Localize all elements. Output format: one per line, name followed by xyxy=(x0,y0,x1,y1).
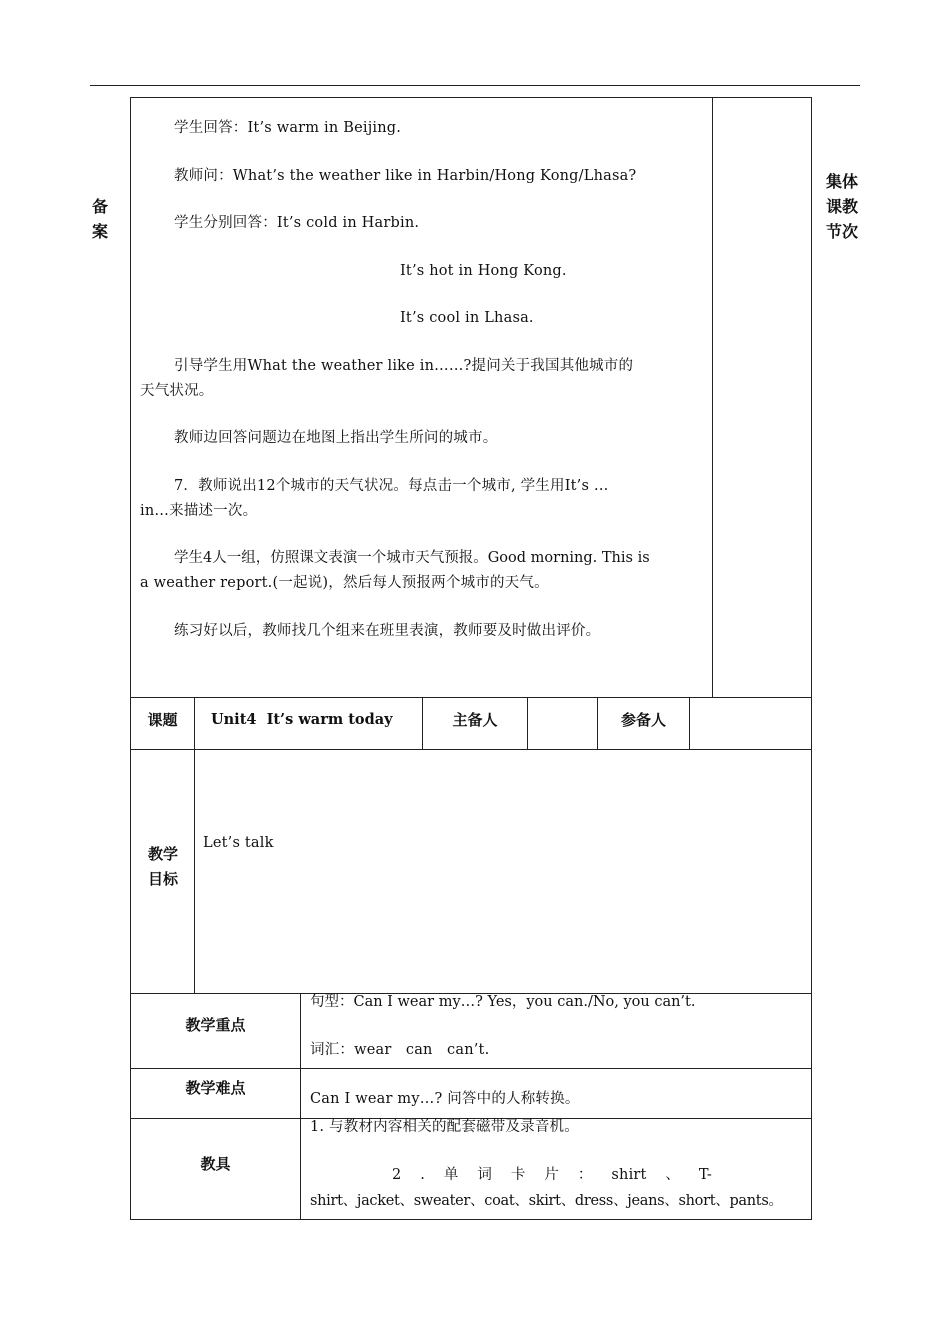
topic-value: Unit4 It’s warm today xyxy=(211,711,393,728)
co-preparer-label: 参备人 xyxy=(620,711,666,729)
body-line: 学生回答：It’s warm in Beijing. xyxy=(174,120,402,136)
tools-line: 1. 与教材内容相关的配套磁带及录音机。 xyxy=(310,1119,579,1135)
tools-label: 教具 xyxy=(200,1155,231,1173)
key-points-line: 句型：Can I wear my…? Yes，you can./No, you can’t. xyxy=(310,994,696,1010)
right-label-line-1: 集体 xyxy=(825,172,858,191)
header-rule xyxy=(90,85,860,86)
body-line: It’s hot in Hong Kong. xyxy=(400,263,567,279)
tools-line: 2 . 单 词 卡 片 ： shirt 、 T- xyxy=(392,1167,712,1183)
right-margin-label xyxy=(820,169,864,244)
right-label-line-3: 节次 xyxy=(825,222,858,241)
tools-line: shirt、jacket、sweater、coat、skirt、dress、jeans、short、pants。 xyxy=(310,1193,783,1209)
body-line: 7．教师说出12个城市的天气状况。每点击一个城市, 学生用It’s … xyxy=(174,478,609,494)
difficulty-label: 教学难点 xyxy=(185,1079,246,1097)
body-line: 天气状况。 xyxy=(140,383,214,399)
lesson-body-divider xyxy=(712,97,713,698)
row-divider xyxy=(130,749,812,750)
body-line: 学生4人一组，仿照课文表演一个城市天气预报。Good morning. This is xyxy=(174,550,650,566)
col-divider xyxy=(689,697,690,750)
key-points-label: 教学重点 xyxy=(185,1016,246,1034)
row-divider xyxy=(130,1068,812,1069)
col-divider xyxy=(527,697,528,750)
info-table xyxy=(130,697,812,1220)
body-line: 教师问：What’s the weather like in Harbin/Hong Kong/Lhasa? xyxy=(174,168,637,184)
topic-label: 课题 xyxy=(147,711,178,729)
left-margin-label: 备案 xyxy=(91,197,108,241)
objective-value: Let’s talk xyxy=(203,835,274,851)
right-label-line-2: 课教 xyxy=(825,197,858,216)
body-line: 练习好以后，教师找几个组来在班里表演，教师要及时做出评价。 xyxy=(174,623,601,639)
col-divider xyxy=(300,993,301,1220)
body-line: 学生分别回答：It’s cold in Harbin. xyxy=(174,215,420,231)
body-line: a weather report.(一起说)，然后每人预报两个城市的天气。 xyxy=(140,575,549,591)
col-divider xyxy=(194,697,195,994)
difficulty-value: Can I wear my…? 问答中的人称转换。 xyxy=(310,1091,580,1107)
body-line: 引导学生用What the weather like in……?提问关于我国其他城市的 xyxy=(174,358,634,374)
body-line: in…来描述一次。 xyxy=(140,503,258,519)
main-preparer-label: 主备人 xyxy=(452,711,498,729)
body-line: It’s cool in Lhasa. xyxy=(400,310,534,326)
key-points-line: 词汇：wear can can’t. xyxy=(310,1042,490,1058)
body-line: 教师边回答问题边在地图上指出学生所问的城市。 xyxy=(174,430,498,446)
objective-label: 教学目标 xyxy=(147,845,178,888)
